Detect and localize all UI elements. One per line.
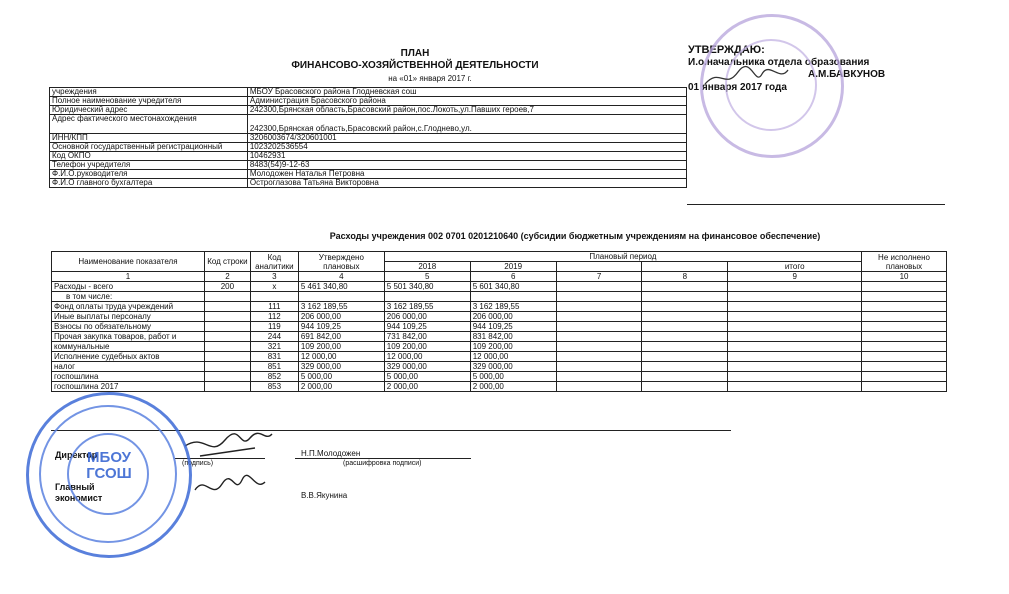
row-empty — [642, 302, 728, 312]
header-total: итого — [728, 262, 862, 272]
info-label: учреждения — [50, 88, 248, 97]
row-name: Фонд оплаты труда учреждений — [52, 302, 205, 312]
row-code — [204, 372, 250, 382]
stamp-text: МБОУ ГСОШ — [86, 449, 132, 482]
row-empty — [556, 312, 642, 322]
row-code — [204, 332, 250, 342]
row-empty — [642, 292, 728, 302]
row-total — [728, 332, 862, 342]
row-code — [204, 352, 250, 362]
row-name: Взносы по обязательному — [52, 322, 205, 332]
info-value: Молодожен Наталья Петровна — [247, 170, 686, 179]
row-2019: 5 601 340,80 — [470, 282, 556, 292]
row-not-executed — [862, 372, 947, 382]
row-total — [728, 312, 862, 322]
row-empty — [556, 332, 642, 342]
expenses-table — [51, 251, 947, 392]
header-row-code: Код строки — [204, 252, 250, 272]
section-title: Расходы учреждения 002 0701 0201210640 (субсидии бюджетным учреждениям на финансовое обеспечение) — [329, 231, 821, 241]
row-analytic: 112 — [250, 312, 298, 322]
row-total — [728, 372, 862, 382]
row-approved — [298, 292, 384, 302]
header-not-executed: Не исполнено плановых — [862, 252, 947, 272]
header-empty — [642, 262, 728, 272]
row-total — [728, 292, 862, 302]
row-not-executed — [862, 352, 947, 362]
approval-position: И.о.начальника отдела образования — [688, 57, 870, 68]
approval-name: А.М.БАВКУНОВ — [808, 69, 886, 80]
row-2018: 206 000,00 — [384, 312, 470, 322]
row-2019: 5 000,00 — [470, 372, 556, 382]
header-year-2019: 2019 — [470, 262, 556, 272]
row-total — [728, 322, 862, 332]
info-row — [50, 179, 687, 188]
row-2019: 206 000,00 — [470, 312, 556, 322]
plan-date: на «01» января 2017 г. — [388, 74, 472, 83]
row-analytic — [250, 292, 298, 302]
row-not-executed — [862, 322, 947, 332]
plan-subtitle: ФИНАНСОВО-ХОЗЯЙСТВЕННОЙ ДЕЯТЕЛЬНОСТИ — [291, 60, 539, 71]
row-approved: 2 000,00 — [298, 382, 384, 392]
row-not-executed — [862, 312, 947, 322]
row-empty — [642, 312, 728, 322]
economist-signature — [190, 470, 270, 505]
row-name: госпошлина 2017 — [52, 382, 205, 392]
director-name: Н.П.Молодожен — [301, 449, 361, 458]
row-2018: 731 842,00 — [384, 332, 470, 342]
row-approved: 5 461 340,80 — [298, 282, 384, 292]
row-not-executed — [862, 292, 947, 302]
info-row — [50, 106, 687, 115]
info-row — [50, 143, 687, 152]
row-empty — [556, 352, 642, 362]
row-empty — [642, 282, 728, 292]
table-row — [52, 352, 947, 362]
info-label: Ф.И.О главного бухгалтера — [50, 179, 248, 188]
row-approved: 12 000,00 — [298, 352, 384, 362]
row-code: 200 — [204, 282, 250, 292]
info-value: 3206003674/320601001 — [247, 134, 686, 143]
info-value: Остроглазова Татьяна Викторовна — [247, 179, 686, 188]
row-empty — [556, 302, 642, 312]
row-not-executed — [862, 362, 947, 372]
row-analytic: x — [250, 282, 298, 292]
info-value: 242300,Брянская область,Брасовский район,пос.Локоть,ул.Павших героев,7 — [247, 106, 686, 115]
row-name: коммунальные — [52, 342, 205, 352]
row-code — [204, 382, 250, 392]
row-2019: 12 000,00 — [470, 352, 556, 362]
row-2019: 3 162 189,55 — [470, 302, 556, 312]
row-name: в том числе: — [52, 292, 205, 302]
table-row — [52, 362, 947, 372]
row-empty — [556, 382, 642, 392]
row-analytic: 119 — [250, 322, 298, 332]
row-2018: 5 000,00 — [384, 372, 470, 382]
table-number-row — [52, 272, 947, 282]
row-empty — [642, 332, 728, 342]
row-2018: 12 000,00 — [384, 352, 470, 362]
row-not-executed — [862, 332, 947, 342]
row-total — [728, 302, 862, 312]
row-empty — [556, 292, 642, 302]
row-analytic: 851 — [250, 362, 298, 372]
divider — [687, 204, 945, 205]
column-number: 8 — [642, 272, 728, 282]
row-empty — [556, 372, 642, 382]
row-approved: 109 200,00 — [298, 342, 384, 352]
info-row — [50, 134, 687, 143]
row-approved: 3 162 189,55 — [298, 302, 384, 312]
info-value: 242300,Брянская область,Брасовский район,с.Глоднево,ул. — [247, 115, 686, 134]
info-row — [50, 152, 687, 161]
row-total — [728, 342, 862, 352]
column-number: 5 — [384, 272, 470, 282]
info-label: Адрес фактического местонахождения — [50, 115, 248, 134]
row-analytic: 321 — [250, 342, 298, 352]
info-label: Основной государственный регистрационный — [50, 143, 248, 152]
table-row — [52, 372, 947, 382]
row-code — [204, 312, 250, 322]
column-number: 9 — [728, 272, 862, 282]
header-planned-period: Плановый период — [384, 252, 861, 262]
director-name-line — [295, 458, 471, 459]
row-not-executed — [862, 342, 947, 352]
row-2019: 944 109,25 — [470, 322, 556, 332]
row-name: Расходы - всего — [52, 282, 205, 292]
row-code — [204, 342, 250, 352]
director-label: Директор — [55, 450, 98, 460]
row-empty — [642, 322, 728, 332]
row-total — [728, 282, 862, 292]
row-2018: 329 000,00 — [384, 362, 470, 372]
row-code — [204, 362, 250, 372]
column-number: 7 — [556, 272, 642, 282]
row-2018: 3 162 189,55 — [384, 302, 470, 312]
approval-date: 01 января 2017 года — [688, 82, 787, 93]
column-number: 2 — [204, 272, 250, 282]
economist-label: Главный экономист — [55, 482, 103, 503]
row-analytic: 244 — [250, 332, 298, 342]
institution-info-table — [49, 87, 687, 188]
row-analytic: 852 — [250, 372, 298, 382]
info-value: 1023202536554 — [247, 143, 686, 152]
row-name: Исполнение судебных актов — [52, 352, 205, 362]
row-empty — [642, 342, 728, 352]
info-value: Администрация Брасовского района — [247, 97, 686, 106]
header-name: Наименование показателя — [52, 252, 205, 272]
info-label: Ф.И.О.руководителя — [50, 170, 248, 179]
row-empty — [556, 362, 642, 372]
row-approved: 206 000,00 — [298, 312, 384, 322]
economist-name: В.В.Якунина — [301, 491, 348, 500]
header-year-2018: 2018 — [384, 262, 470, 272]
row-empty — [642, 352, 728, 362]
info-label: Код ОКПО — [50, 152, 248, 161]
info-row — [50, 161, 687, 170]
row-empty — [556, 282, 642, 292]
row-name: Иные выплаты персоналу — [52, 312, 205, 322]
header-empty — [556, 262, 642, 272]
row-empty — [556, 322, 642, 332]
row-approved: 691 842,00 — [298, 332, 384, 342]
row-analytic: 831 — [250, 352, 298, 362]
row-name: Прочая закупка товаров, работ и — [52, 332, 205, 342]
info-row — [50, 115, 687, 134]
table-row — [52, 382, 947, 392]
table-header-row — [52, 252, 947, 262]
table-row — [52, 292, 947, 302]
table-row — [52, 332, 947, 342]
table-row — [52, 322, 947, 332]
table-row — [52, 342, 947, 352]
info-value: МБОУ Брасовского района Глодневская сош — [247, 88, 686, 97]
table-row — [52, 302, 947, 312]
row-2018: 5 501 340,80 — [384, 282, 470, 292]
row-not-executed — [862, 282, 947, 292]
info-row — [50, 88, 687, 97]
row-2019 — [470, 292, 556, 302]
row-2018 — [384, 292, 470, 302]
row-approved: 5 000,00 — [298, 372, 384, 382]
column-number: 4 — [298, 272, 384, 282]
row-code — [204, 302, 250, 312]
row-approved: 329 000,00 — [298, 362, 384, 372]
row-not-executed — [862, 382, 947, 392]
row-not-executed — [862, 302, 947, 312]
info-row — [50, 170, 687, 179]
header-analytic-code: Код аналитики — [250, 252, 298, 272]
school-stamp — [26, 392, 192, 558]
row-2019: 831 842,00 — [470, 332, 556, 342]
row-empty — [642, 382, 728, 392]
header-approved: Утверждено плановых — [298, 252, 384, 272]
row-2019: 329 000,00 — [470, 362, 556, 372]
decode-caption: (расшифровка подписи) — [343, 460, 422, 467]
sign-caption: (подпись) — [182, 460, 214, 467]
director-signature — [180, 428, 275, 468]
approval-signature — [700, 62, 790, 92]
row-empty — [556, 342, 642, 352]
row-name: госпошлина — [52, 372, 205, 382]
row-2018: 109 200,00 — [384, 342, 470, 352]
info-label: Юридический адрес — [50, 106, 248, 115]
row-code — [204, 292, 250, 302]
row-name: налог — [52, 362, 205, 372]
approval-label: УТВЕРЖДАЮ: — [688, 44, 765, 56]
table-row — [52, 282, 947, 292]
row-code — [204, 322, 250, 332]
row-total — [728, 362, 862, 372]
column-number: 10 — [862, 272, 947, 282]
row-empty — [642, 362, 728, 372]
row-analytic: 111 — [250, 302, 298, 312]
row-2018: 944 109,25 — [384, 322, 470, 332]
info-label: Полное наименование учредителя — [50, 97, 248, 106]
row-empty — [642, 372, 728, 382]
row-analytic: 853 — [250, 382, 298, 392]
column-number: 6 — [470, 272, 556, 282]
row-2019: 109 200,00 — [470, 342, 556, 352]
plan-title: ПЛАН — [400, 48, 430, 59]
info-value: 10462931 — [247, 152, 686, 161]
row-2018: 2 000,00 — [384, 382, 470, 392]
column-number: 1 — [52, 272, 205, 282]
info-label: ИНН/КПП — [50, 134, 248, 143]
info-label: Телефон учредителя — [50, 161, 248, 170]
info-row — [50, 97, 687, 106]
row-approved: 944 109,25 — [298, 322, 384, 332]
table-row — [52, 312, 947, 322]
row-2019: 2 000,00 — [470, 382, 556, 392]
row-total — [728, 382, 862, 392]
column-number: 3 — [250, 272, 298, 282]
info-value: 8483(54)9-12-63 — [247, 161, 686, 170]
row-total — [728, 352, 862, 362]
